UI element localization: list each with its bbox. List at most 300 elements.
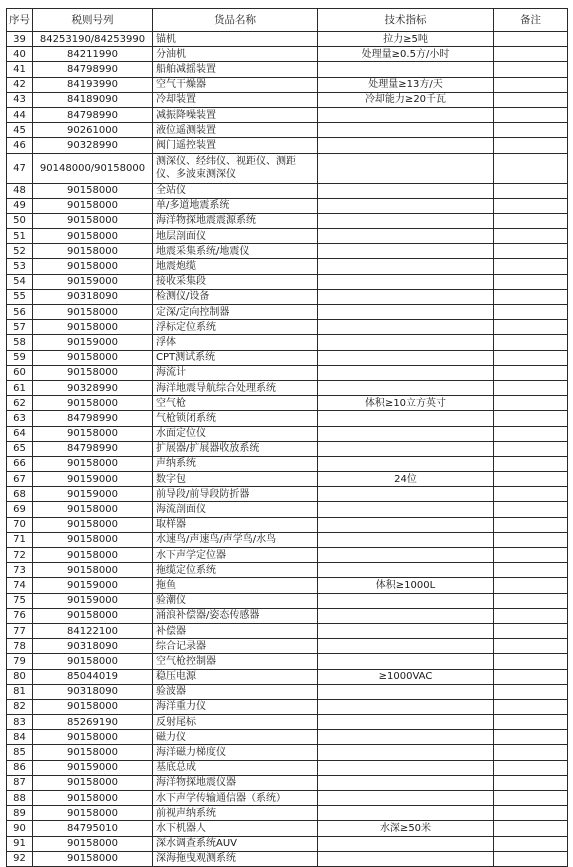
- row-index-cell: 83: [7, 715, 33, 730]
- table-row: [7, 335, 568, 350]
- row-index-cell: 44: [7, 107, 33, 122]
- table-row: [7, 274, 568, 289]
- row-goods-name-cell: 水面定位仪: [153, 426, 318, 441]
- row-tech-spec-cell: [318, 183, 494, 198]
- row-tech-spec-cell: [318, 320, 494, 335]
- row-remarks-cell: [494, 730, 568, 745]
- row-goods-name-cell: 水下机器人: [153, 821, 318, 836]
- row-remarks-cell: [494, 380, 568, 395]
- row-index-cell: 76: [7, 608, 33, 623]
- table-header-row: [7, 9, 568, 32]
- row-tariff-code-cell: 90158000: [33, 775, 153, 790]
- row-remarks-cell: [494, 441, 568, 456]
- document-sheet: [6, 8, 567, 865]
- row-goods-name-cell: 拖缆定位系统: [153, 563, 318, 578]
- row-tariff-code-cell: 90158000: [33, 244, 153, 259]
- row-remarks-cell: [494, 411, 568, 426]
- table-row: [7, 198, 568, 213]
- table-row: [7, 47, 568, 62]
- row-index-cell: 63: [7, 411, 33, 426]
- row-tariff-code-cell: 90158000: [33, 745, 153, 760]
- row-index-cell: 65: [7, 441, 33, 456]
- row-tariff-code-cell: 90158000: [33, 198, 153, 213]
- row-tariff-code-cell: 84193990: [33, 77, 153, 92]
- row-tariff-code-cell: 90159000: [33, 274, 153, 289]
- row-tech-spec-cell: [318, 684, 494, 699]
- row-tech-spec-cell: [318, 229, 494, 244]
- row-tariff-code-cell: 90158000: [33, 730, 153, 745]
- row-tariff-code-cell: 85044019: [33, 669, 153, 684]
- row-index-cell: 55: [7, 289, 33, 304]
- row-tech-spec-cell: [318, 487, 494, 502]
- row-remarks-cell: [494, 107, 568, 122]
- row-index-cell: 74: [7, 578, 33, 593]
- table-row: [7, 229, 568, 244]
- row-tariff-code-cell: 90159000: [33, 593, 153, 608]
- row-tech-spec-cell: 拉力≥5吨: [318, 32, 494, 47]
- row-goods-name-cell: 验潮仪: [153, 593, 318, 608]
- row-tech-spec-cell: [318, 107, 494, 122]
- row-index-cell: 67: [7, 472, 33, 487]
- row-tech-spec-cell: [318, 123, 494, 138]
- row-remarks-cell: [494, 365, 568, 380]
- row-tariff-code-cell: 90318090: [33, 684, 153, 699]
- row-goods-name-cell: 浮标定位系统: [153, 320, 318, 335]
- row-remarks-cell: [494, 47, 568, 62]
- row-goods-name-cell: 数字包: [153, 472, 318, 487]
- row-index-cell: 60: [7, 365, 33, 380]
- goods-table: [6, 8, 568, 867]
- row-remarks-cell: [494, 259, 568, 274]
- row-tariff-code-cell: 90158000: [33, 806, 153, 821]
- row-remarks-cell: [494, 123, 568, 138]
- row-index-cell: 42: [7, 77, 33, 92]
- row-tech-spec-cell: [318, 791, 494, 806]
- row-goods-name-cell: 拖鱼: [153, 578, 318, 593]
- row-remarks-cell: [494, 517, 568, 532]
- row-tariff-code-cell: 90158000: [33, 213, 153, 228]
- row-tariff-code-cell: 90158000: [33, 259, 153, 274]
- row-goods-name-cell: 海洋重力仪: [153, 699, 318, 714]
- row-index-cell: 91: [7, 836, 33, 851]
- row-tech-spec-cell: [318, 426, 494, 441]
- row-index-cell: 84: [7, 730, 33, 745]
- row-remarks-cell: [494, 320, 568, 335]
- table-row: [7, 548, 568, 563]
- row-tariff-code-cell: 90318090: [33, 289, 153, 304]
- row-remarks-cell: [494, 396, 568, 411]
- row-goods-name-cell: 海洋物探地震震源系统: [153, 213, 318, 228]
- row-index-cell: 72: [7, 548, 33, 563]
- table-row: [7, 77, 568, 92]
- header-tech-spec: 技术指标: [318, 9, 494, 32]
- row-tech-spec-cell: [318, 563, 494, 578]
- table-row: [7, 502, 568, 517]
- row-goods-name-cell: 全站仪: [153, 183, 318, 198]
- row-tariff-code-cell: 85269190: [33, 715, 153, 730]
- row-index-cell: 75: [7, 593, 33, 608]
- row-remarks-cell: [494, 487, 568, 502]
- row-tariff-code-cell: 84211990: [33, 47, 153, 62]
- row-index-cell: 77: [7, 623, 33, 638]
- row-goods-name-cell: 反射尾标: [153, 715, 318, 730]
- row-index-cell: 57: [7, 320, 33, 335]
- table-row: [7, 456, 568, 471]
- row-goods-name-cell: 接收采集段: [153, 274, 318, 289]
- row-tariff-code-cell: 90158000: [33, 365, 153, 380]
- row-remarks-cell: [494, 305, 568, 320]
- row-goods-name-cell: 水速鸟/声速鸟/声学鸟/水鸟: [153, 532, 318, 547]
- table-row: [7, 684, 568, 699]
- row-index-cell: 41: [7, 62, 33, 77]
- row-index-cell: 54: [7, 274, 33, 289]
- row-remarks-cell: [494, 502, 568, 517]
- row-tech-spec-cell: [318, 654, 494, 669]
- row-goods-name-cell: 地震炮缆: [153, 259, 318, 274]
- row-goods-name-cell: 海洋磁力梯度仪: [153, 745, 318, 760]
- table-row: [7, 760, 568, 775]
- row-tariff-code-cell: 90158000: [33, 305, 153, 320]
- row-tech-spec-cell: [318, 608, 494, 623]
- row-tariff-code-cell: 90158000: [33, 532, 153, 547]
- row-goods-name-cell: 空气枪控制器: [153, 654, 318, 669]
- row-index-cell: 61: [7, 380, 33, 395]
- row-tariff-code-cell: 90158000: [33, 548, 153, 563]
- row-tariff-code-cell: 90158000: [33, 563, 153, 578]
- row-goods-name-cell: 单/多道地震系统: [153, 198, 318, 213]
- table-row: [7, 821, 568, 836]
- row-index-cell: 92: [7, 851, 33, 866]
- row-tech-spec-cell: [318, 244, 494, 259]
- table-row: [7, 608, 568, 623]
- row-remarks-cell: [494, 138, 568, 153]
- row-tech-spec-cell: 冷却能力≥20千瓦: [318, 92, 494, 107]
- row-goods-name-cell: 综合记录器: [153, 639, 318, 654]
- row-index-cell: 64: [7, 426, 33, 441]
- row-tech-spec-cell: [318, 532, 494, 547]
- row-remarks-cell: [494, 775, 568, 790]
- row-goods-name-cell: 扩展器/扩展器收放系统: [153, 441, 318, 456]
- row-remarks-cell: [494, 639, 568, 654]
- row-goods-name-cell: 深水调查系统AUV: [153, 836, 318, 851]
- row-tariff-code-cell: 90158000: [33, 836, 153, 851]
- row-index-cell: 80: [7, 669, 33, 684]
- row-index-cell: 48: [7, 183, 33, 198]
- table-row: [7, 107, 568, 122]
- row-index-cell: 90: [7, 821, 33, 836]
- table-row: [7, 699, 568, 714]
- row-goods-name-cell: 检测仪/设备: [153, 289, 318, 304]
- row-tariff-code-cell: 84189090: [33, 92, 153, 107]
- row-remarks-cell: [494, 92, 568, 107]
- table-row: [7, 532, 568, 547]
- table-row: [7, 92, 568, 107]
- row-index-cell: 88: [7, 791, 33, 806]
- table-row: [7, 396, 568, 411]
- row-tech-spec-cell: [318, 305, 494, 320]
- row-index-cell: 47: [7, 153, 33, 183]
- table-row: [7, 123, 568, 138]
- table-row: [7, 380, 568, 395]
- header-goods-name: 货品名称: [153, 9, 318, 32]
- row-goods-name-cell: CPT测试系统: [153, 350, 318, 365]
- row-remarks-cell: [494, 669, 568, 684]
- row-remarks-cell: [494, 608, 568, 623]
- row-tech-spec-cell: [318, 806, 494, 821]
- table-row: [7, 639, 568, 654]
- row-remarks-cell: [494, 684, 568, 699]
- row-index-cell: 51: [7, 229, 33, 244]
- row-goods-name-cell: 海流计: [153, 365, 318, 380]
- row-tech-spec-cell: ≥1000VAC: [318, 669, 494, 684]
- row-tech-spec-cell: [318, 411, 494, 426]
- row-goods-name-cell: 测深仪、经纬仪、视距仪、测距仪、多波束测深仪: [153, 153, 318, 183]
- row-goods-name-cell: 冷却装置: [153, 92, 318, 107]
- row-goods-name-cell: 锚机: [153, 32, 318, 47]
- row-goods-name-cell: 稳压电源: [153, 669, 318, 684]
- table-row: [7, 745, 568, 760]
- row-tariff-code-cell: 90158000: [33, 456, 153, 471]
- row-remarks-cell: [494, 532, 568, 547]
- table-row: [7, 806, 568, 821]
- row-tariff-code-cell: 90158000: [33, 608, 153, 623]
- row-tariff-code-cell: 90158000: [33, 183, 153, 198]
- table-row: [7, 426, 568, 441]
- row-tech-spec-cell: [318, 730, 494, 745]
- row-goods-name-cell: 前视声纳系统: [153, 806, 318, 821]
- row-remarks-cell: [494, 563, 568, 578]
- table-row: [7, 775, 568, 790]
- row-goods-name-cell: 海流剖面仪: [153, 502, 318, 517]
- row-index-cell: 81: [7, 684, 33, 699]
- row-tech-spec-cell: [318, 380, 494, 395]
- row-remarks-cell: [494, 229, 568, 244]
- row-remarks-cell: [494, 456, 568, 471]
- row-remarks-cell: [494, 274, 568, 289]
- row-remarks-cell: [494, 578, 568, 593]
- row-tariff-code-cell: 90158000: [33, 426, 153, 441]
- row-index-cell: 87: [7, 775, 33, 790]
- row-index-cell: 39: [7, 32, 33, 47]
- row-index-cell: 50: [7, 213, 33, 228]
- row-tariff-code-cell: 90261000: [33, 123, 153, 138]
- row-index-cell: 56: [7, 305, 33, 320]
- row-index-cell: 59: [7, 350, 33, 365]
- table-row: [7, 32, 568, 47]
- row-goods-name-cell: 取样器: [153, 517, 318, 532]
- row-tariff-code-cell: 84795010: [33, 821, 153, 836]
- table-row: [7, 138, 568, 153]
- row-goods-name-cell: 液位遥测装置: [153, 123, 318, 138]
- row-tariff-code-cell: 84253190/84253990: [33, 32, 153, 47]
- row-tariff-code-cell: 90158000: [33, 502, 153, 517]
- row-tech-spec-cell: [318, 138, 494, 153]
- row-index-cell: 73: [7, 563, 33, 578]
- table-row: [7, 730, 568, 745]
- row-goods-name-cell: 空气干燥器: [153, 77, 318, 92]
- row-remarks-cell: [494, 806, 568, 821]
- row-tech-spec-cell: 体积≥1000L: [318, 578, 494, 593]
- row-remarks-cell: [494, 821, 568, 836]
- row-tariff-code-cell: 90158000: [33, 396, 153, 411]
- row-tech-spec-cell: [318, 350, 494, 365]
- row-tariff-code-cell: 90328990: [33, 138, 153, 153]
- table-row: [7, 365, 568, 380]
- table-row: [7, 715, 568, 730]
- row-tech-spec-cell: 处理量≥13方/天: [318, 77, 494, 92]
- row-goods-name-cell: 补偿器: [153, 623, 318, 638]
- row-tech-spec-cell: [318, 623, 494, 638]
- row-tariff-code-cell: 90318090: [33, 639, 153, 654]
- row-goods-name-cell: 浮体: [153, 335, 318, 350]
- header-tariff-code: 税则号列: [33, 9, 153, 32]
- row-remarks-cell: [494, 183, 568, 198]
- row-goods-name-cell: 地震采集系统/地震仪: [153, 244, 318, 259]
- table-row: [7, 517, 568, 532]
- row-tech-spec-cell: 水深≥50米: [318, 821, 494, 836]
- row-tech-spec-cell: [318, 289, 494, 304]
- row-remarks-cell: [494, 548, 568, 563]
- row-tech-spec-cell: [318, 699, 494, 714]
- table-row: [7, 791, 568, 806]
- header-index: 序号: [7, 9, 33, 32]
- row-index-cell: 58: [7, 335, 33, 350]
- row-index-cell: 86: [7, 760, 33, 775]
- row-tech-spec-cell: [318, 593, 494, 608]
- row-index-cell: 66: [7, 456, 33, 471]
- table-row: [7, 350, 568, 365]
- row-tech-spec-cell: [318, 62, 494, 77]
- row-remarks-cell: [494, 623, 568, 638]
- row-goods-name-cell: 磁力仪: [153, 730, 318, 745]
- table-row: [7, 289, 568, 304]
- row-tech-spec-cell: [318, 153, 494, 183]
- row-tariff-code-cell: 90158000: [33, 350, 153, 365]
- row-index-cell: 78: [7, 639, 33, 654]
- row-goods-name-cell: 气枪锁闭系统: [153, 411, 318, 426]
- row-index-cell: 82: [7, 699, 33, 714]
- row-index-cell: 68: [7, 487, 33, 502]
- row-goods-name-cell: 基底总成: [153, 760, 318, 775]
- row-tariff-code-cell: 90159000: [33, 487, 153, 502]
- row-remarks-cell: [494, 32, 568, 47]
- row-tech-spec-cell: [318, 441, 494, 456]
- row-tech-spec-cell: [318, 775, 494, 790]
- row-tariff-code-cell: 90158000: [33, 851, 153, 866]
- row-tech-spec-cell: [318, 213, 494, 228]
- table-row: [7, 305, 568, 320]
- row-remarks-cell: [494, 715, 568, 730]
- row-tech-spec-cell: 处理量≥0.5方/小时: [318, 47, 494, 62]
- row-remarks-cell: [494, 289, 568, 304]
- row-remarks-cell: [494, 335, 568, 350]
- table-row: [7, 411, 568, 426]
- row-index-cell: 40: [7, 47, 33, 62]
- row-index-cell: 69: [7, 502, 33, 517]
- table-row: [7, 578, 568, 593]
- row-remarks-cell: [494, 472, 568, 487]
- table-row: [7, 62, 568, 77]
- row-tariff-code-cell: 84798990: [33, 107, 153, 122]
- row-goods-name-cell: 前导段/前导段防折器: [153, 487, 318, 502]
- row-remarks-cell: [494, 760, 568, 775]
- row-tariff-code-cell: 90159000: [33, 472, 153, 487]
- table-row: [7, 183, 568, 198]
- row-tech-spec-cell: [318, 548, 494, 563]
- row-index-cell: 85: [7, 745, 33, 760]
- row-tariff-code-cell: 90158000: [33, 699, 153, 714]
- table-row: [7, 563, 568, 578]
- row-tariff-code-cell: 90158000: [33, 320, 153, 335]
- row-goods-name-cell: 海洋地震导航综合处理系统: [153, 380, 318, 395]
- row-tech-spec-cell: 体积≥10立方英寸: [318, 396, 494, 411]
- row-tariff-code-cell: 84798990: [33, 62, 153, 77]
- row-index-cell: 43: [7, 92, 33, 107]
- table-row: [7, 593, 568, 608]
- row-goods-name-cell: 定深/定向控制器: [153, 305, 318, 320]
- row-tariff-code-cell: 90159000: [33, 760, 153, 775]
- row-remarks-cell: [494, 62, 568, 77]
- row-tariff-code-cell: 90159000: [33, 578, 153, 593]
- row-index-cell: 45: [7, 123, 33, 138]
- row-remarks-cell: [494, 593, 568, 608]
- row-index-cell: 53: [7, 259, 33, 274]
- row-tariff-code-cell: 84122100: [33, 623, 153, 638]
- row-remarks-cell: [494, 244, 568, 259]
- row-tech-spec-cell: [318, 274, 494, 289]
- row-index-cell: 46: [7, 138, 33, 153]
- row-remarks-cell: [494, 77, 568, 92]
- table-row: [7, 320, 568, 335]
- row-goods-name-cell: 分油机: [153, 47, 318, 62]
- row-tech-spec-cell: [318, 745, 494, 760]
- row-index-cell: 70: [7, 517, 33, 532]
- row-index-cell: 52: [7, 244, 33, 259]
- table-row: [7, 472, 568, 487]
- row-goods-name-cell: 阀门遥控装置: [153, 138, 318, 153]
- row-remarks-cell: [494, 350, 568, 365]
- row-tech-spec-cell: [318, 365, 494, 380]
- row-index-cell: 62: [7, 396, 33, 411]
- row-goods-name-cell: 减振降噪装置: [153, 107, 318, 122]
- table-body: [7, 32, 568, 867]
- row-tech-spec-cell: [318, 851, 494, 866]
- row-goods-name-cell: 深海拖曳观测系统: [153, 851, 318, 866]
- row-tariff-code-cell: 84798990: [33, 411, 153, 426]
- row-tariff-code-cell: 90158000: [33, 654, 153, 669]
- row-tariff-code-cell: 84798990: [33, 441, 153, 456]
- row-tech-spec-cell: [318, 259, 494, 274]
- table-row: [7, 669, 568, 684]
- row-tariff-code-cell: 90328990: [33, 380, 153, 395]
- row-tariff-code-cell: 90148000/90158000: [33, 153, 153, 183]
- row-index-cell: 71: [7, 532, 33, 547]
- table-row: [7, 153, 568, 183]
- row-tariff-code-cell: 90158000: [33, 229, 153, 244]
- table-row: [7, 213, 568, 228]
- row-remarks-cell: [494, 699, 568, 714]
- row-remarks-cell: [494, 198, 568, 213]
- row-index-cell: 89: [7, 806, 33, 821]
- row-remarks-cell: [494, 745, 568, 760]
- table-row: [7, 244, 568, 259]
- row-remarks-cell: [494, 654, 568, 669]
- row-goods-name-cell: 船舶减摇装置: [153, 62, 318, 77]
- table-row: [7, 259, 568, 274]
- row-goods-name-cell: 水下声学传输通信器（系统）: [153, 791, 318, 806]
- row-goods-name-cell: 验波器: [153, 684, 318, 699]
- row-remarks-cell: [494, 791, 568, 806]
